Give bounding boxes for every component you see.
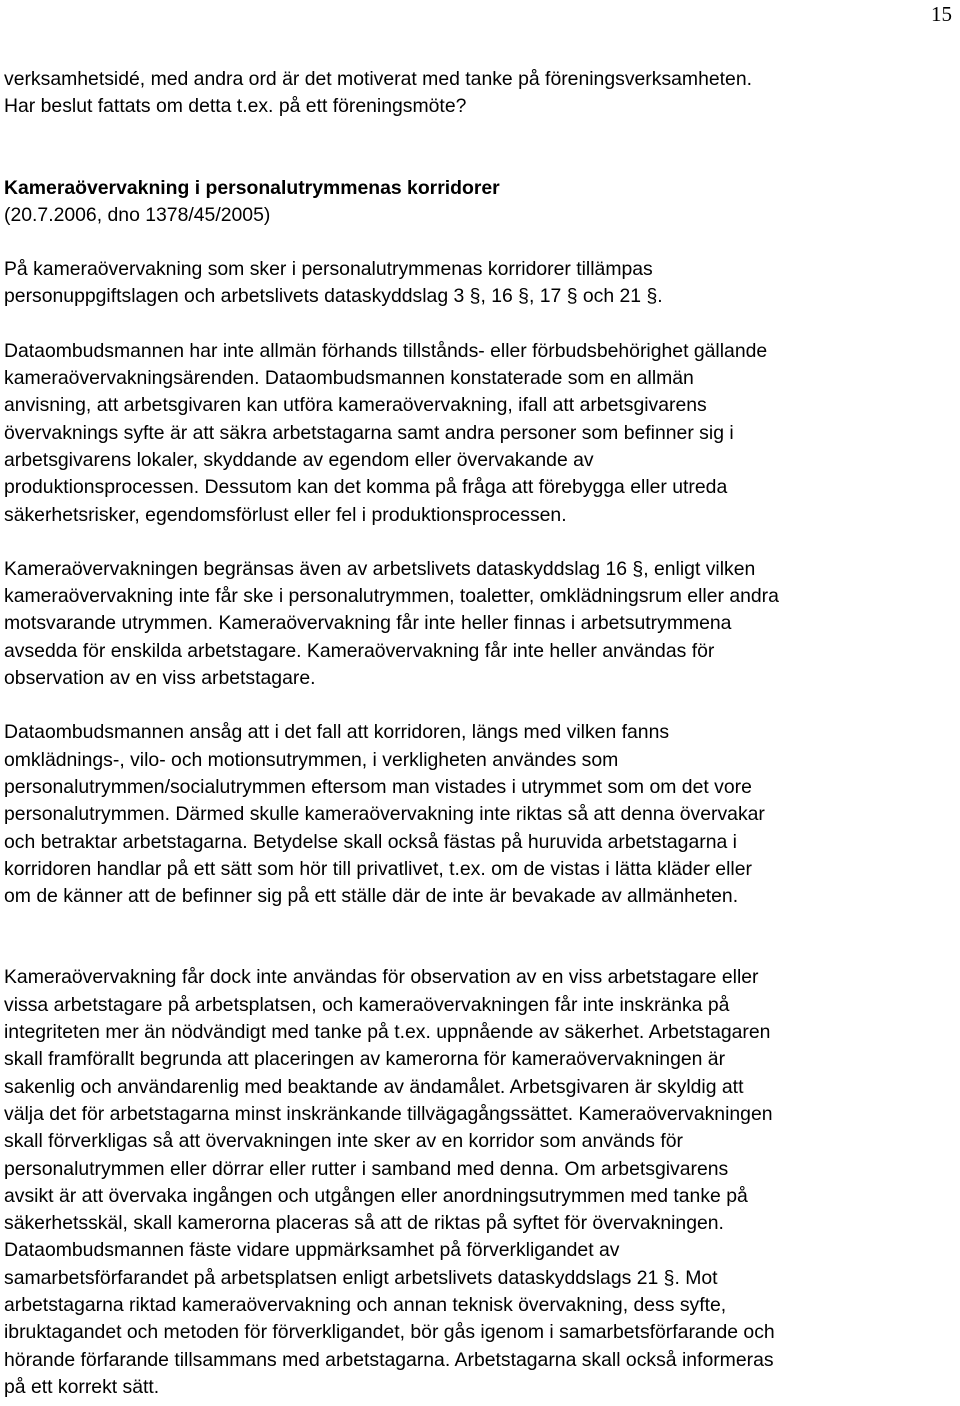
text-line: Dataombudsmannen fäste vidare uppmärksamhet på förverkligandet av bbox=[4, 1239, 620, 1262]
text-line: skall förverkligas så att övervakningen inte sker av en korridor som används för bbox=[4, 1130, 683, 1153]
text-line: sakenlig och användarenlig med beaktande av ändamålet. Arbetsgivaren är skyldig att bbox=[4, 1075, 744, 1098]
text-line: Dataombudsmannen ansåg att i det fall att korridoren, längs med vilken fanns bbox=[4, 721, 670, 744]
text-line: hörande förfarande tillsammans med arbetstagarna. Arbetstagarna skall också informeras bbox=[4, 1348, 774, 1371]
section-title: Kameraövervakning i personalutrymmenas korridorer bbox=[4, 176, 500, 199]
text-line: säkerhetsskäl, skall kamerorna placeras så att de riktas på syftet för övervakningen. bbox=[4, 1212, 724, 1235]
text-line: arbetsgivarens lokaler, skyddande av egendom eller övervakande av bbox=[4, 448, 594, 471]
text-line: omklädnings-, vilo- och motionsutrymmen, i verkligheten användes som bbox=[4, 748, 619, 771]
text-line: om de känner att de befinner sig på ett ställe där de inte är bevakade av allmänheten. bbox=[4, 885, 739, 908]
text-line: vissa arbetstagare på arbetsplatsen, och kameraövervakningen får inte inskränka på bbox=[4, 993, 730, 1016]
text-line: På kameraövervakning som sker i personalutrymmenas korridorer tillämpas bbox=[4, 258, 653, 281]
text-line: ibruktagandet och metoden för förverkligandet, bör gås igenom i samarbetsförfarande och bbox=[4, 1321, 775, 1344]
document-body bbox=[4, 66, 956, 1401]
text-line: säkerhetsrisker, egendomsförlust eller fel i produktionsprocessen. bbox=[4, 503, 567, 526]
text-line: anvisning, att arbetsgivaren kan utföra kameraövervakning, ifall att arbetsgivarens bbox=[4, 394, 707, 417]
paragraph-5 bbox=[4, 964, 956, 1401]
paragraph-2 bbox=[4, 338, 956, 529]
text-line: personalutrymmen eller dörrar eller rutter i samband med denna. Om arbetsgivarens bbox=[4, 1157, 729, 1180]
text-line: verksamhetsidé, med andra ord är det motiverat med tanke på föreningsverksamheten. bbox=[4, 68, 752, 90]
text-line: personuppgiftslagen och arbetslivets dataskyddslag 3 §, 16 §, 17 § och 21 §. bbox=[4, 285, 663, 308]
text-line: kameraövervakning inte får ske i personalutrymmen, toaletter, omklädningsrum eller andra bbox=[4, 585, 779, 608]
text-line: Har beslut fattats om detta t.ex. på ett föreningsmöte? bbox=[4, 95, 467, 118]
paragraph-3 bbox=[4, 556, 956, 692]
text-line: Kameraövervakningen begränsas även av arbetslivets dataskyddslag 16 §, enligt vilken bbox=[4, 557, 756, 580]
text-line: samarbetsförfarandet på arbetsplatsen enligt arbetslivets dataskyddslags 21 §. Mot bbox=[4, 1266, 718, 1289]
text-line: arbetstagarna riktad kameraövervakning och annan teknisk övervakning, dess syfte, bbox=[4, 1293, 727, 1316]
text-line: korridoren handlar på ett sätt som hör till privatlivet, t.ex. om de vistas i lätta kläder eller bbox=[4, 857, 752, 880]
text-line: och betraktar arbetstagarna. Betydelse skall också fästas på huruvida arbetstagarna i bbox=[4, 830, 737, 853]
text-line: integriteten mer än nödvändigt med tanke på t.ex. uppnående av säkerhet. Arbetstagaren bbox=[4, 1021, 771, 1044]
text-line: Dataombudsmannen har inte allmän förhands tillstånds- eller förbudsbehörighet gällande bbox=[4, 339, 768, 362]
text-line: skall framförallt begrunda att placeringen av kamerorna för kameraövervakningen är bbox=[4, 1048, 726, 1071]
section-date-reference: (20.7.2006, dno 1378/45/2005) bbox=[4, 203, 271, 226]
paragraph-1 bbox=[4, 256, 956, 311]
text-line: avsikt är att övervaka ingången och utgången eller anordningsutrymmen med tanke på bbox=[4, 1184, 748, 1207]
text-line: kameraövervakningsärenden. Dataombudsmannen konstaterade som en allmän bbox=[4, 367, 694, 390]
text-line: övervaknings syfte är att säkra arbetstagarna samt andra personer som befinner sig i bbox=[4, 421, 734, 444]
section-heading-block bbox=[4, 175, 956, 230]
text-line: personalutrymmen. Därmed skulle kameraövervakning inte riktas så att denna övervakar bbox=[4, 803, 765, 826]
text-line: på ett korrekt sätt. bbox=[4, 1375, 160, 1398]
text-line: Kameraövervakning får dock inte användas för observation av en viss arbetstagare eller bbox=[4, 966, 759, 989]
intro-paragraph bbox=[4, 66, 956, 121]
text-line: avsedda för enskilda arbetstagare. Kameraövervakning får inte heller användas för bbox=[4, 639, 715, 662]
text-line: välja det för arbetstagarna minst inskränkande tillvägagångssättet. Kameraövervakningen bbox=[4, 1102, 773, 1125]
page-number: 15 bbox=[931, 2, 952, 26]
text-line: produktionsprocessen. Dessutom kan det komma på fråga att förebygga eller utreda bbox=[4, 476, 728, 499]
paragraph-4 bbox=[4, 719, 956, 910]
text-line: motsvarande utrymmen. Kameraövervakning får inte heller finnas i arbetsutrymmena bbox=[4, 612, 732, 635]
text-line: personalutrymmen/socialutrymmen eftersom man vistades i utrymmet som om det vore bbox=[4, 775, 752, 798]
text-line: observation av en viss arbetstagare. bbox=[4, 667, 316, 690]
